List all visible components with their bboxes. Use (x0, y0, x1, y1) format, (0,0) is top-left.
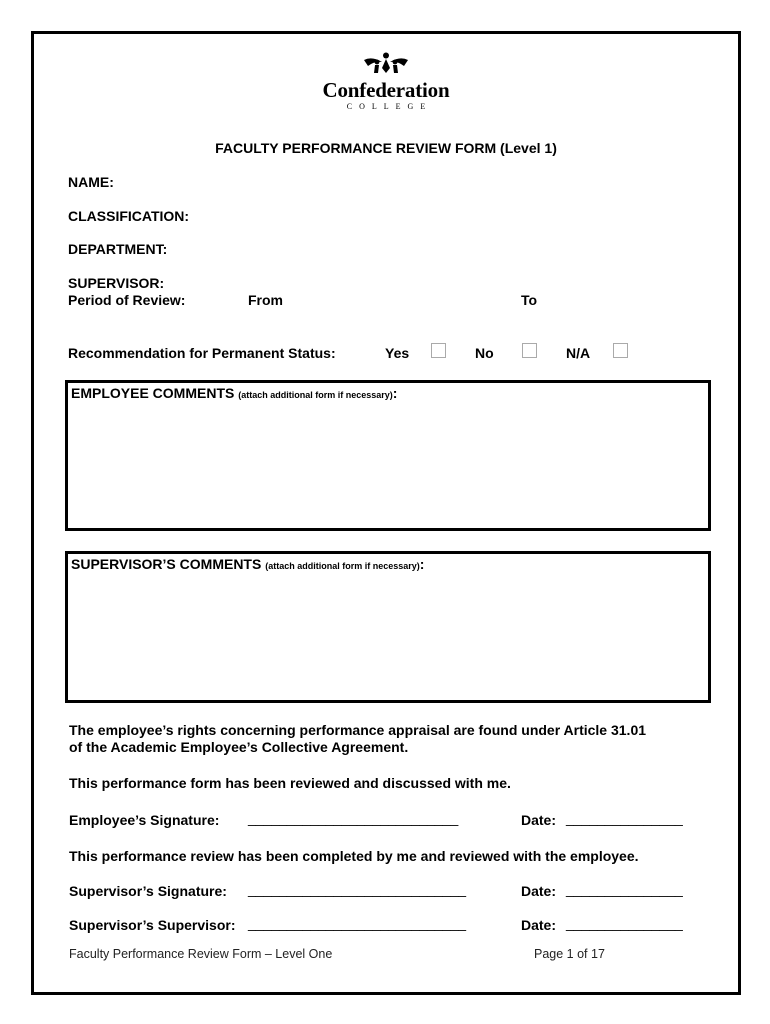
classification-label: CLASSIFICATION: (68, 208, 190, 224)
employee-comments-heading (71, 385, 397, 401)
to-label: To (521, 292, 538, 308)
form-page (31, 31, 741, 995)
employee-signature-label: Employee’s Signature: (69, 812, 220, 828)
supervisor-label: SUPERVISOR: (68, 275, 165, 291)
status-option-yes-label: Yes (385, 345, 410, 361)
supervisor-comments-colon: : (419, 556, 425, 572)
employee-comments-colon: : (392, 385, 398, 401)
supervisor-date-line[interactable]: _______________ (566, 881, 683, 897)
employee-comments-label: EMPLOYEE COMMENTS (71, 385, 235, 401)
employee-signature-line[interactable]: ___________________________ (248, 810, 459, 826)
employee-comments-note: (attach additional form if necessary) (238, 390, 393, 400)
employee-date-label: Date: (521, 812, 557, 828)
supervisor-comments-heading (71, 556, 424, 572)
employee-comments-box[interactable] (65, 380, 711, 531)
supervisors-supervisor-date-label: Date: (521, 917, 557, 933)
rights-text-line-1: The employee’s rights concerning performance appraisal are found under Article 31.01 (69, 722, 647, 738)
status-option-na-label: N/A (566, 345, 591, 361)
status-na-checkbox[interactable] (613, 343, 628, 358)
logo-subtitle: COLLEGE (346, 102, 433, 111)
permanent-status-label: Recommendation for Permanent Status: (68, 345, 336, 361)
completed-statement: This performance review has been completed by me and reviewed with the employee. (69, 848, 639, 864)
status-yes-checkbox[interactable] (431, 343, 446, 358)
supervisors-supervisor-line[interactable]: ____________________________ (248, 915, 467, 931)
form-title: FACULTY PERFORMANCE REVIEW FORM (Level 1) (215, 140, 557, 156)
footer-page-number: Page 1 of 17 (534, 947, 605, 961)
supervisor-comments-box[interactable] (65, 551, 711, 703)
supervisor-comments-label: SUPERVISOR’S COMMENTS (71, 556, 262, 572)
reviewed-statement: This performance form has been reviewed and discussed with me. (69, 775, 511, 791)
footer-form-name: Faculty Performance Review Form – Level One (69, 947, 333, 961)
from-label: From (248, 292, 283, 308)
period-of-review-label: Period of Review: (68, 292, 186, 308)
supervisor-signature-line[interactable]: ____________________________ (248, 881, 467, 897)
employee-date-line[interactable]: _______________ (566, 810, 683, 826)
logo-figures-icon (362, 52, 410, 74)
supervisors-supervisor-label: Supervisor’s Supervisor: (69, 917, 236, 933)
supervisor-comments-note: (attach additional form if necessary) (265, 561, 420, 571)
department-label: DEPARTMENT: (68, 241, 168, 257)
rights-paragraph (69, 722, 646, 756)
status-option-no-label: No (475, 345, 494, 361)
rights-text-line-2: of the Academic Employee’s Collective Agreement. (69, 739, 409, 755)
logo-wordmark: Confederation (322, 78, 450, 102)
supervisor-signature-label: Supervisor’s Signature: (69, 883, 227, 899)
status-no-checkbox[interactable] (522, 343, 537, 358)
supervisors-supervisor-date-line[interactable]: _______________ (566, 915, 683, 931)
supervisor-date-label: Date: (521, 883, 557, 899)
name-label: NAME: (68, 174, 114, 190)
college-logo (34, 52, 738, 111)
